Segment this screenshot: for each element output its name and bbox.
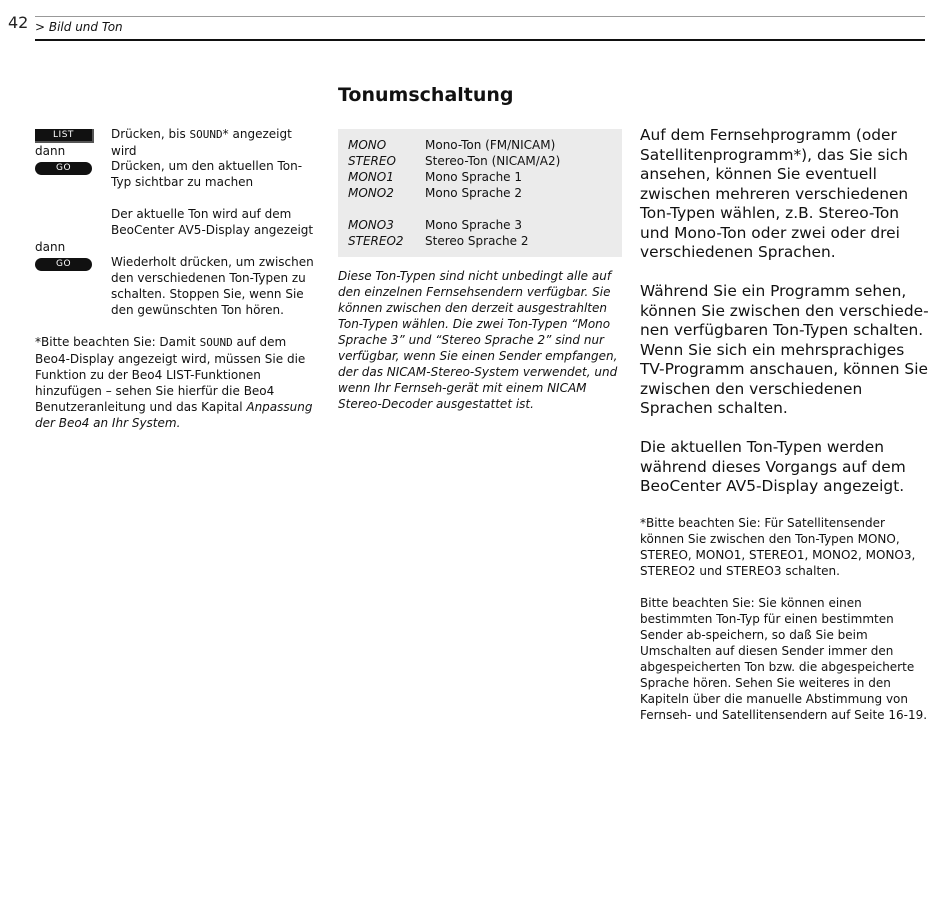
- sound-row: [348, 137, 612, 153]
- step-4: Wiederholt drücken, um zwischen den verschiedenen Ton-Typen zu schalten. Stoppen Sie, wenn Sie den gewünschten Ton hören.: [111, 255, 314, 317]
- section-title: Tonumschaltung: [338, 84, 514, 106]
- sound-table-spacer: [348, 201, 612, 217]
- sound-code: STEREO2: [348, 234, 404, 248]
- sound-row: [348, 233, 612, 249]
- dann-label-2: dann: [35, 240, 66, 254]
- sound-code: MONO3: [348, 218, 394, 232]
- sound-desc: Stereo Sprache 2: [425, 234, 529, 248]
- sound-desc: Mono-Ton (FM/NICAM): [425, 138, 556, 152]
- step-3: Der aktuelle Ton wird auf dem BeoCenter AV5-Display angezeigt: [111, 207, 314, 237]
- list-button-icon: LIST: [35, 129, 94, 143]
- sound-row: [348, 217, 612, 233]
- left-footnote: [35, 334, 315, 431]
- sound-row: [348, 153, 612, 169]
- dann-label-1: dann: [35, 144, 66, 158]
- storage-note: Bitte beachten Sie: Sie können einen bestimmten Ton-Typ für einen bestimmten Sender ab-speichern, so daß Sie beim Umschalten auf diesen Sender immer den abgespeicherten Ton bzw. die abgespeicherte Sprache hören. Sehen Sie weiteres in den Kapiteln über die manuelle Abstimmung von Fernseh- und Satellitensendern auf Seite 16-19.: [640, 596, 928, 722]
- left-footnote-code: SOUND: [199, 336, 233, 349]
- sound-row: [348, 185, 612, 201]
- sound-desc: Mono Sprache 1: [425, 170, 523, 184]
- step-2: Drücken, um den aktuellen Ton-Typ sichtbar zu machen: [111, 159, 303, 189]
- sound-desc: Mono Sprache 3: [425, 218, 523, 232]
- sound-code: MONO1: [348, 170, 394, 184]
- sound-types-table: [338, 129, 622, 257]
- go-button-icon-2: GO: [35, 258, 92, 271]
- left-footnote-italic: Anpassung der Beo4 an Ihr System.: [35, 400, 313, 430]
- header-rule-bottom: [35, 39, 925, 41]
- sound-desc: Mono Sprache 2: [425, 186, 523, 200]
- switching-paragraph: Während Sie ein Programm sehen, können Sie zwischen den verschiede-nen verfügbaren Ton-Typen schalten. Wenn Sie sich ein mehrsprachiges TV-Programm anschauen, können Sie zwischen den verschiedenen Sprachen schalten.: [640, 282, 929, 417]
- go-button-icon: GO: [35, 162, 92, 175]
- step-1: [111, 126, 321, 159]
- sound-desc: Stereo-Ton (NICAM/A2): [425, 154, 561, 168]
- left-footnote-part1: *Bitte beachten Sie: Damit: [35, 335, 200, 349]
- intro-paragraph: Auf dem Fernsehprogramm (oder Satellitenprogramm*), das Sie sich ansehen, können Sie eventuell zwischen mehreren verschiedenen Ton-Typen wählen, z.B. Stereo-Ton und Mono-Ton oder zwei oder drei verschiedenen Sprachen.: [640, 126, 909, 261]
- sound-code: MONO2: [348, 186, 394, 200]
- header-rule-top: [35, 16, 925, 17]
- satellite-note: *Bitte beachten Sie: Für Satellitensender können Sie zwischen den Ton-Typen MONO, STEREO, MONO1, STEREO1, MONO2, MONO3, STEREO2 und STEREO3 schalten.: [640, 516, 916, 578]
- sound-code: STEREO: [348, 154, 396, 168]
- left-footnote-part2: auf dem Beo4-Display angezeigt wird, müssen Sie die Funktion zu der Beo4 LIST-Funktionen hinzufügen – sehen Sie hierfür die Beo4 Benutzeranleitung und das Kapital: [35, 335, 306, 414]
- page-number: 42: [8, 13, 29, 32]
- display-paragraph: Die aktuellen Ton-Typen werden während dieses Vorgangs auf dem BeoCenter AV5-Display angezeigt.: [640, 438, 906, 495]
- step-1-code: SOUND: [189, 128, 223, 141]
- step-1-text-after: * angezeigt wird: [111, 127, 292, 158]
- step-1-text-before: Drücken, bis: [111, 127, 190, 141]
- sound-code: MONO: [348, 138, 387, 152]
- sound-types-note: Diese Ton-Typen sind nicht unbedingt alle auf den einzelnen Fernsehsendern verfügbar. Sie können zwischen den derzeit ausgestrahlten Ton-Typen wählen. Die zwei Ton-Typen “Mono Sprache 3” und “Stereo Sprache 2” sind nur verfügbar, wenn Sie einen Sender empfangen, der das NICAM-Stereo-System verwendet, und wenn Ihr Fernseh-gerät mit einem NICAM Stereo-Decoder ausgestattet ist.: [338, 269, 618, 411]
- breadcrumb: > Bild und Ton: [35, 20, 123, 34]
- sound-row: [348, 169, 612, 185]
